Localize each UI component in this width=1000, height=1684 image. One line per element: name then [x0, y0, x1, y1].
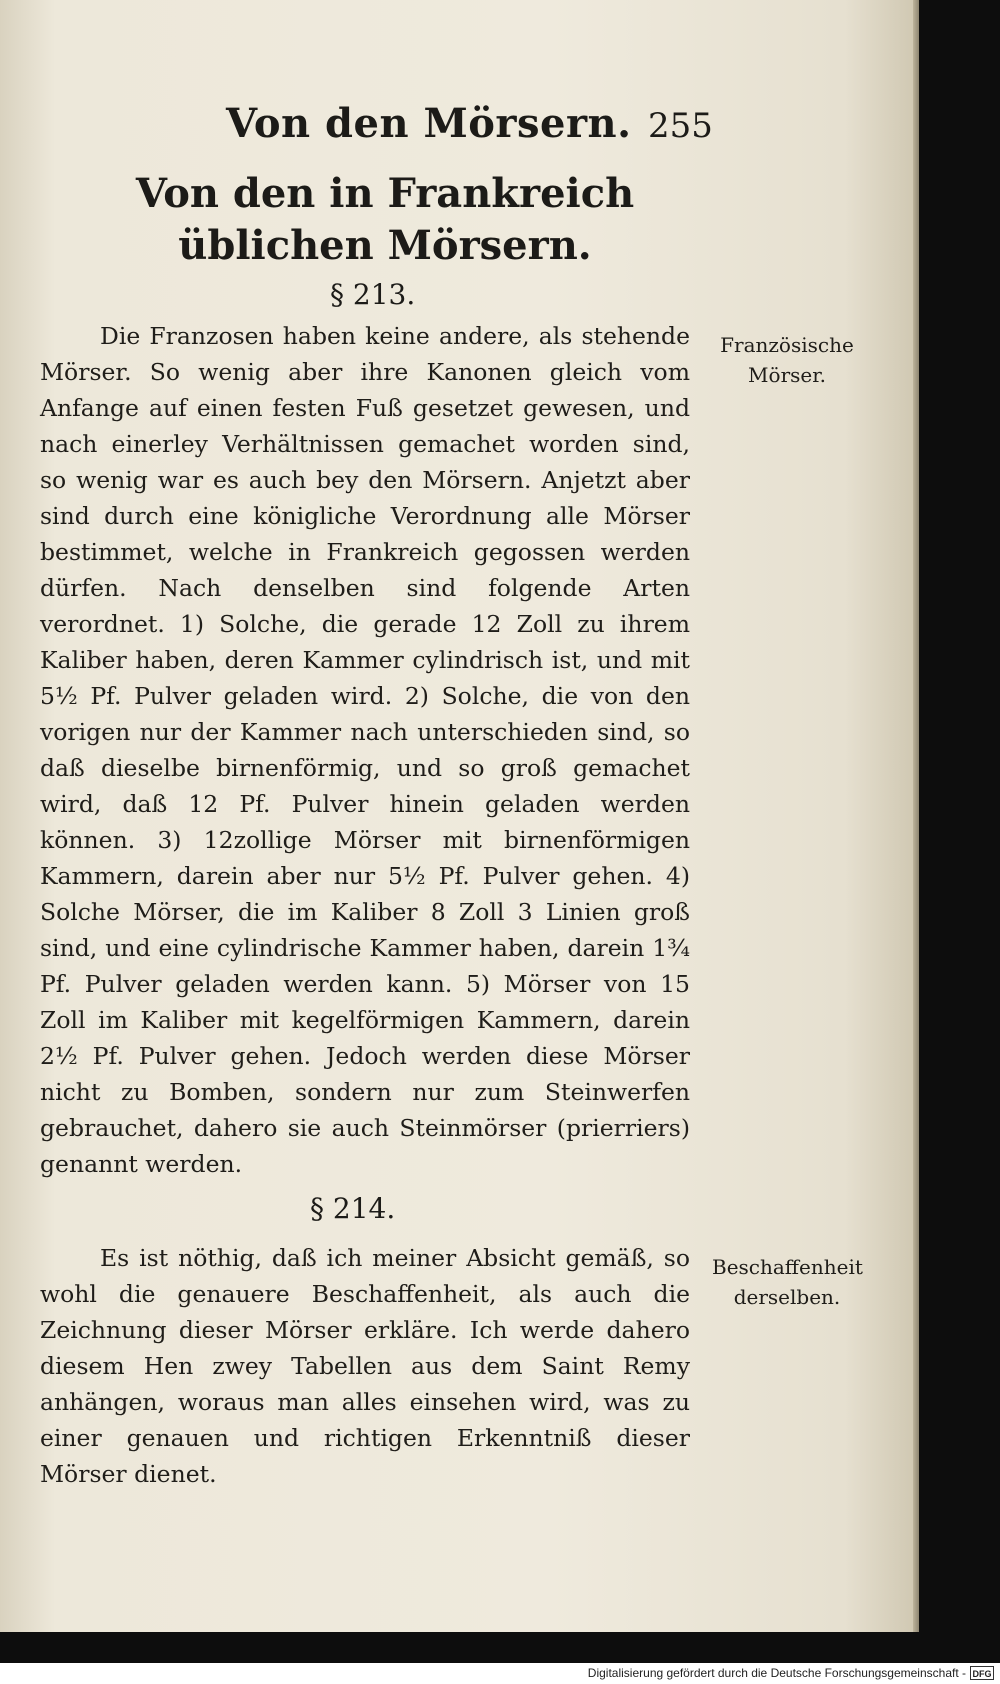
digitization-credit: Digitalisierung gefördert durch die Deutsche Forschungsgemeinschaft -	[587, 1666, 966, 1680]
section-mark-214: § 214.	[310, 1192, 396, 1225]
section-mark-213: § 213.	[330, 278, 416, 311]
chapter-title: Von den in Frankreich üblichen Mörsern.	[135, 170, 635, 269]
page-number: 255	[648, 106, 713, 146]
margin-note-beschaffenheit: Beschaffenheit derselben.	[712, 1255, 863, 1309]
margin-note-franzoesische-moerser: Französische Mörser.	[720, 333, 854, 387]
dfg-logo: DFG	[970, 1666, 994, 1680]
section-213-text	[40, 318, 690, 1182]
paragraph: Es ist nöthig, daß ich meiner Absicht gemäß, so wohl die genauere Beschaffenheit, als auch die Zeichnung dieser Mörser erkläre. Ich werde dahero diesem Hen zwey Tabellen aus dem Saint Remy anhängen, woraus man alles einsehen wird, was zu einer genauen und richtigen Erkenntniß dieser Mörser dienet.	[40, 1244, 690, 1488]
running-head: Von den Mörsern.	[226, 100, 632, 147]
paragraph: Die Franzosen haben keine andere, als stehende Mörser. So wenig aber ihre Kanonen gleich vom Anfange auf einen festen Fuß gesetzet gewesen, und nach einerley Verhältnissen gemachet worden sind, so wenig war es auch bey den Mörsern. Anjetzt aber sind durch eine königliche Verordnung alle Mörser bestimmet, welche in Frankreich gegossen werden dürfen. Nach denselben sind folgende Arten verordnet. 1) Solche, die gerade 12 Zoll zu ihrem Kaliber haben, deren Kammer cylindrisch ist, und mit 5½ Pf. Pulver geladen wird. 2) Solche, die von den vorigen nur der Kammer nach unterschieden sind, so daß dieselbe birnenförmig, und so groß gemachet wird, daß 12 Pf. Pulver hinein geladen werden können. 3) 12zollige Mörser mit birnenförmigen Kammern, darein aber nur 5½ Pf. Pulver gehen. 4) Solche Mörser, die im Kaliber 8 Zoll 3 Linien groß sind, und eine cylindrische Kammer haben, darein 1¾ Pf. Pulver geladen werden kann. 5) Mörser von 15 Zoll im Kaliber mit kegelförmigen Kammern, darein 2½ Pf. Pulver gehen. Jedoch werden diese Mörser nicht zu Bomben, sondern nur zum Steinwerfen gebrauchet, dahero sie auch Steinmörser (prierriers) genannt werden.	[40, 322, 690, 1178]
section-214-text	[40, 1240, 690, 1492]
